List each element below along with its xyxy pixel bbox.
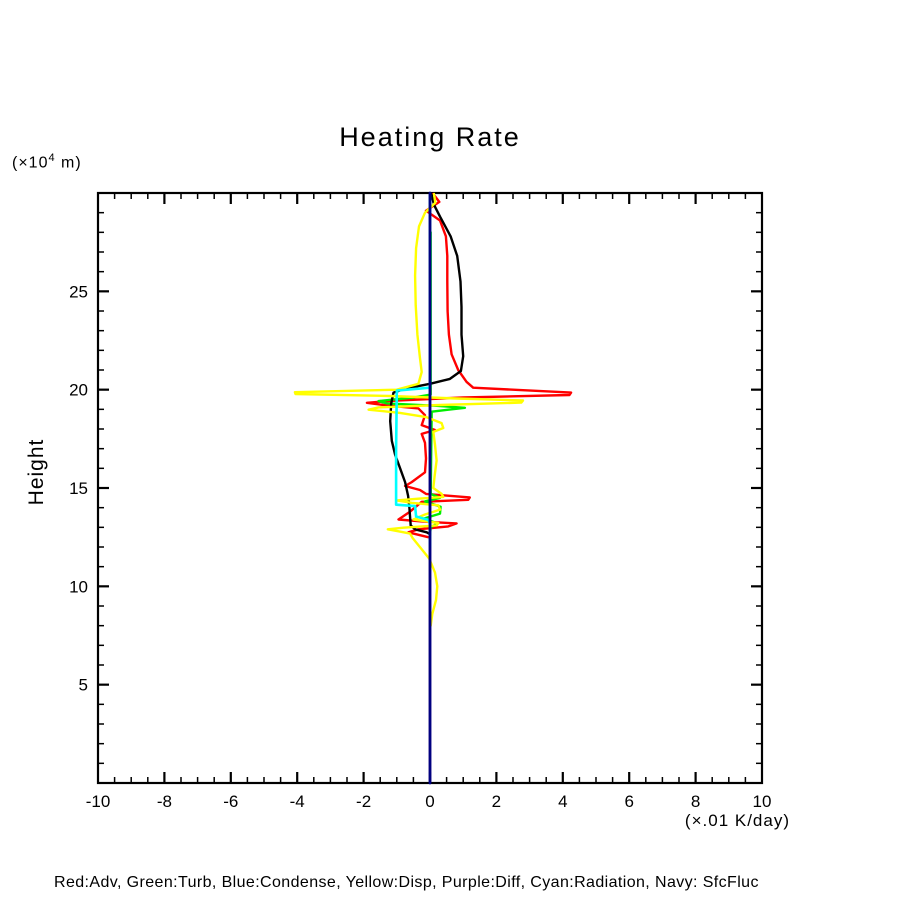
x-tick-label: 8 [690, 792, 701, 811]
series-condense [390, 195, 463, 534]
y-tick-label: 20 [69, 380, 88, 400]
x-tick-label: 4 [558, 792, 568, 811]
x-tick-label: 0 [425, 792, 435, 811]
y-axis-title: Height [25, 438, 48, 506]
y-tick-label: 10 [69, 577, 88, 597]
y-tick-label: 15 [69, 479, 88, 498]
y-unit-prefix: (×10 [12, 154, 49, 172]
x-tick-label: 2 [491, 792, 502, 811]
x-tick-label: -6 [223, 792, 239, 811]
series-disp [295, 194, 523, 626]
series-color-legend: Red:Adv, Green:Turb, Blue:Condense, Yellow:Disp, Purple:Diff, Cyan:Radiation, Navy: SfcFluc [54, 874, 759, 891]
y-tick-label: 25 [69, 282, 88, 302]
x-tick-label: -4 [289, 792, 305, 811]
page-title: Heating Rate [339, 122, 521, 152]
x-tick-label: -8 [156, 792, 172, 811]
series-adv [367, 194, 571, 537]
y-unit-exponent: 4 [48, 152, 56, 164]
y-tick-label: 5 [78, 675, 88, 695]
x-axis-unit-label: (×.01 K/day) [684, 811, 790, 830]
x-tick-label: 6 [624, 792, 634, 811]
x-tick-label: -2 [356, 792, 372, 811]
x-tick-label: -10 [85, 792, 111, 811]
y-unit-suffix: m) [55, 154, 82, 172]
x-tick-label: 10 [752, 792, 772, 811]
